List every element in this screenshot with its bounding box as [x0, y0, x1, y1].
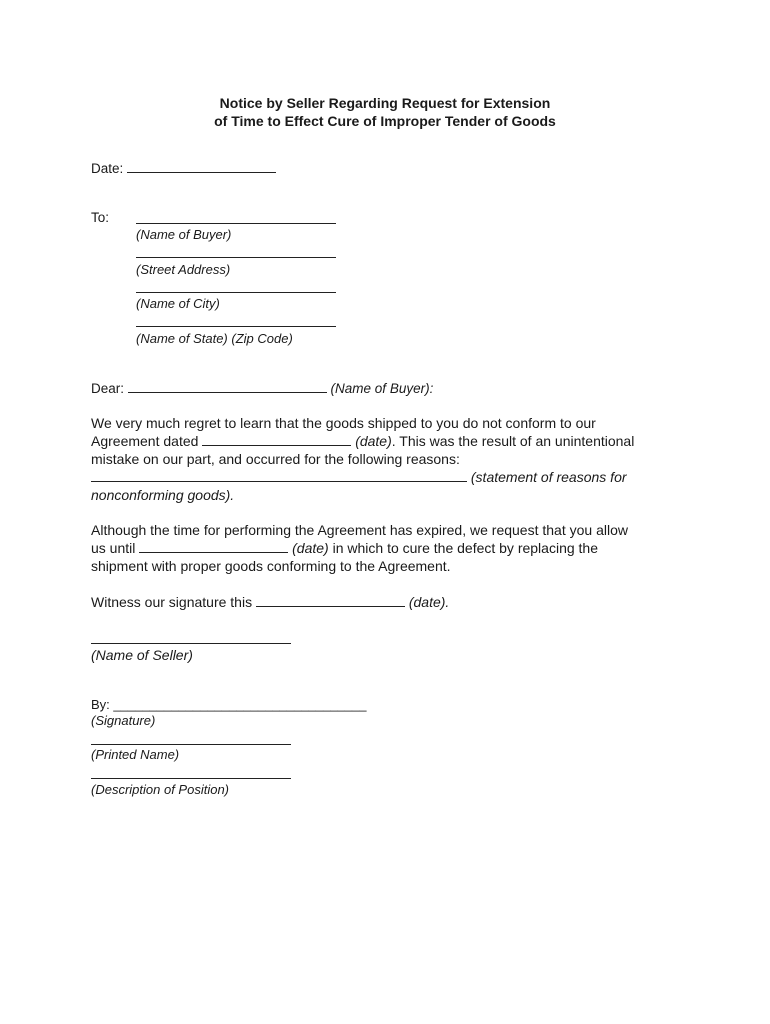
city-line[interactable]	[136, 292, 336, 293]
buyer-name-hint: (Name of Buyer)	[136, 227, 232, 242]
dear-label: Dear:	[91, 381, 125, 396]
title-line-1: Notice by Seller Regarding Request for Extension	[219, 95, 551, 111]
p2-us-until: us until	[91, 540, 136, 556]
signature-hint: (Signature)	[91, 713, 156, 728]
printed-name-hint: (Printed Name)	[91, 747, 180, 762]
p2-line-2-rest: in which to cure the defect by replacing the	[328, 540, 598, 556]
state-zip-hint: (Name of State) (Zip Code)	[136, 331, 293, 346]
position-line[interactable]	[91, 778, 291, 779]
p1-date-hint: (date)	[355, 433, 392, 449]
p1-line-2-rest: . This was the result of an unintentional	[391, 433, 635, 449]
buyer-name-line[interactable]	[136, 223, 336, 224]
p1-line-1: We very much regret to learn that the goods shipped to you do not conform to our	[91, 415, 596, 431]
date-label: Date:	[91, 161, 124, 176]
city-hint: (Name of City)	[136, 296, 220, 311]
state-zip-line[interactable]	[136, 326, 336, 327]
seller-name-hint: (Name of Seller)	[91, 647, 193, 663]
by-signature-line[interactable]: By: ___________________________________	[91, 697, 367, 712]
p1-line-3: mistake on our part, and occurred for the following reasons:	[91, 451, 460, 467]
witness-date-hint: (date).	[408, 594, 450, 610]
p2-line-1: Although the time for performing the Agreement has expired, we request that you allow	[91, 522, 628, 538]
p2-date-hint: (date)	[292, 540, 329, 556]
street-address-line[interactable]	[136, 257, 336, 258]
p1-reasons-hint: (statement of reasons for	[470, 469, 627, 485]
date-row	[91, 159, 276, 178]
dear-blank[interactable]	[128, 379, 327, 393]
p1-line-2	[91, 432, 691, 450]
p2-line-3: shipment with proper goods conforming to the Agreement.	[91, 558, 451, 574]
paragraph-1	[91, 414, 691, 504]
title-line-2: of Time to Effect Cure of Improper Tender of Goods	[214, 113, 556, 129]
witness-date-blank[interactable]	[256, 593, 405, 607]
paragraph-2	[91, 521, 691, 575]
seller-name-line[interactable]	[91, 643, 291, 644]
cure-date-blank[interactable]	[139, 539, 288, 553]
witness-row	[91, 593, 691, 611]
agreement-date-blank[interactable]	[202, 432, 351, 446]
date-blank[interactable]	[127, 159, 276, 173]
document-title	[0, 94, 770, 130]
to-label: To:	[91, 210, 110, 225]
p1-line-5: nonconforming goods).	[91, 487, 235, 503]
position-hint: (Description of Position)	[91, 782, 229, 797]
street-address-hint: (Street Address)	[136, 262, 231, 277]
printed-name-line[interactable]	[91, 744, 291, 745]
p2-line-2	[91, 539, 691, 557]
p1-line-4	[91, 468, 691, 486]
p1-agreement-dated: Agreement dated	[91, 433, 199, 449]
dear-hint: (Name of Buyer):	[330, 381, 434, 396]
witness-text: Witness our signature this	[91, 594, 253, 610]
reasons-blank[interactable]	[91, 468, 467, 482]
dear-row	[91, 379, 433, 398]
